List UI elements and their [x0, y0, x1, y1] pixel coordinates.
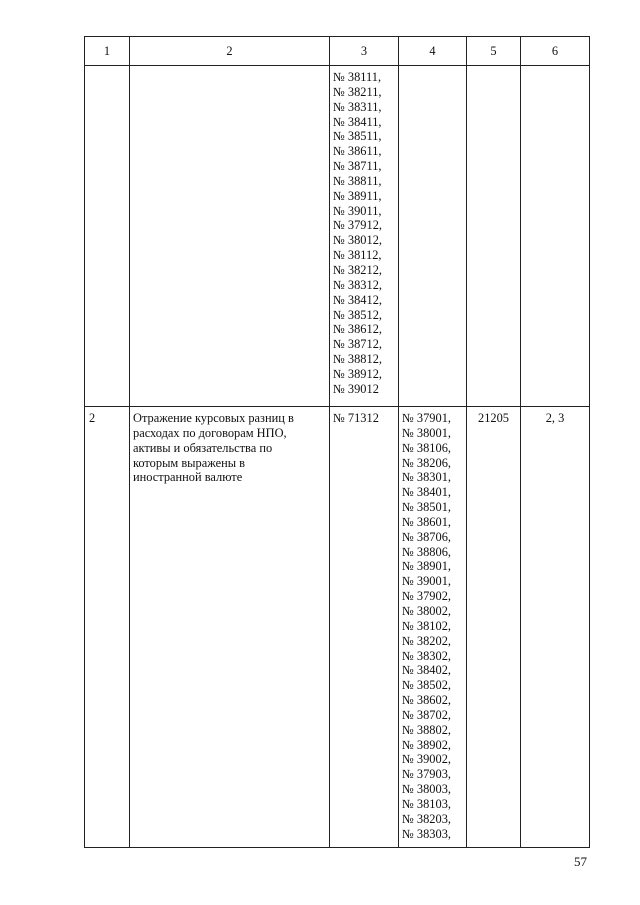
account-number: № 38502,: [402, 678, 451, 693]
account-number: № 38106,: [402, 440, 451, 455]
account-number: № 38001,: [402, 425, 451, 440]
header-col-5: 5: [467, 37, 521, 66]
account-number: № 38206,: [402, 455, 451, 470]
row1-col2-cell: [130, 66, 330, 407]
row1-col5-cell: [467, 66, 521, 407]
account-number: № 38303,: [402, 826, 451, 841]
account-number: № 38203,: [402, 811, 451, 826]
account-number: № 38103,: [402, 796, 451, 811]
account-number: № 38612,: [333, 322, 382, 337]
row2-code-cell: [467, 407, 521, 848]
row2-account-list-cell: [399, 407, 467, 848]
table-row: [85, 407, 590, 848]
account-number: № 37912,: [333, 218, 382, 233]
row2-number-cell: [85, 407, 130, 848]
account-list: [399, 407, 466, 841]
account-number: № 38712,: [333, 337, 382, 352]
row2-debit-account-cell: [330, 407, 399, 848]
account-number: № 38802,: [402, 722, 451, 737]
row1-col1-cell: [85, 66, 130, 407]
account-number: № 38211,: [333, 84, 382, 99]
header-col-4: 4: [399, 37, 467, 66]
account-number: № 38002,: [402, 603, 451, 618]
account-number: № 38401,: [402, 485, 451, 500]
account-number: № 37901,: [402, 411, 451, 425]
account-number: № 38312,: [333, 277, 382, 292]
account-number: № 38911,: [333, 188, 382, 203]
account-number: № 38102,: [402, 618, 451, 633]
header-col-3: 3: [330, 37, 399, 66]
account-number: № 38912,: [333, 366, 382, 381]
account-number: № 38602,: [402, 693, 451, 708]
account-number: № 38412,: [333, 292, 382, 307]
accounting-table: [84, 36, 590, 848]
account-number: № 38111,: [333, 70, 382, 84]
code-value: 21205: [478, 411, 509, 425]
account-list: [330, 66, 398, 397]
account-number: № 38702,: [402, 707, 451, 722]
account-number: № 39002,: [402, 752, 451, 767]
debit-account: № 71312: [333, 411, 379, 425]
account-number: № 38212,: [333, 262, 382, 277]
header-col-2: 2: [130, 37, 330, 66]
account-number: № 38812,: [333, 352, 382, 367]
row-number: 2: [89, 411, 96, 425]
row1-col4-cell: [399, 66, 467, 407]
account-number: № 38311,: [333, 99, 382, 114]
account-number: № 38411,: [333, 114, 382, 129]
account-number: № 38202,: [402, 633, 451, 648]
account-number: № 38512,: [333, 307, 382, 322]
account-number: № 38711,: [333, 159, 382, 174]
account-number: № 39012: [333, 381, 379, 396]
account-number: № 38501,: [402, 500, 451, 515]
account-number: № 38301,: [402, 470, 451, 485]
row2-description-cell: [130, 407, 330, 848]
header-col-6: 6: [521, 37, 590, 66]
account-number: № 38302,: [402, 648, 451, 663]
account-number: № 37902,: [402, 589, 451, 604]
account-number: № 38901,: [402, 559, 451, 574]
account-number: № 38402,: [402, 663, 451, 678]
account-number: № 38611,: [333, 144, 382, 159]
account-number: № 38601,: [402, 514, 451, 529]
header-row: [85, 37, 590, 66]
row-description: Отражение курсовых разниц в расходах по договорам НПО, активы и обязательства по которым выражены в иностранной валюте: [133, 411, 294, 485]
account-number: № 38706,: [402, 529, 451, 544]
header-col-1: 1: [85, 37, 130, 66]
row1-col6-cell: [521, 66, 590, 407]
table-row: [85, 66, 590, 407]
account-number: № 38012,: [333, 233, 382, 248]
account-number: № 38003,: [402, 782, 451, 797]
account-number: № 38806,: [402, 544, 451, 559]
account-number: № 38112,: [333, 248, 382, 263]
row2-reference-cell: [521, 407, 590, 848]
account-number: № 38811,: [333, 173, 382, 188]
account-number: № 39011,: [333, 203, 382, 218]
account-number: № 37903,: [402, 767, 451, 782]
account-number: № 39001,: [402, 574, 451, 589]
reference-value: 2, 3: [545, 411, 565, 425]
account-number: № 38511,: [333, 129, 382, 144]
account-number: № 38902,: [402, 737, 451, 752]
page-number: 57: [574, 854, 587, 869]
row1-account-list-cell: [330, 66, 399, 407]
